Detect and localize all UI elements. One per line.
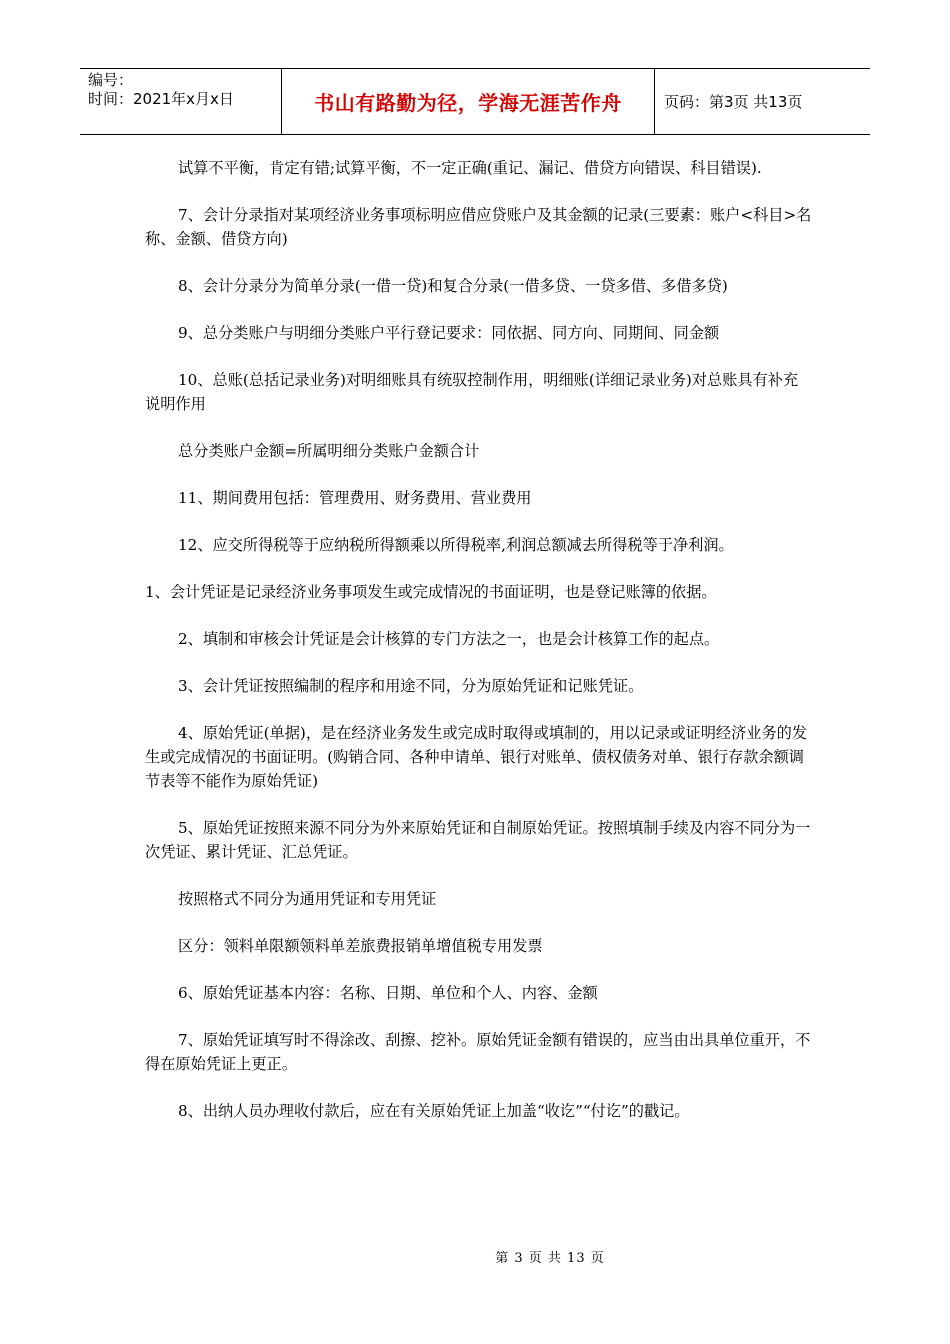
body-paragraph: 11、期间费用包括：管理费用、财务费用、营业费用 — [178, 489, 532, 507]
body-paragraph: 1、会计凭证是记录经济业务事项发生或完成情况的书面证明，也是登记账簿的依据。 — [145, 583, 717, 601]
document-body — [145, 156, 813, 1146]
document-time-label: 时间：2021年x月x日 — [88, 90, 234, 108]
body-paragraph: 8、出纳人员办理收付款后，应在有关原始凭证上加盖“收讫”“付讫”的戳记。 — [178, 1102, 690, 1120]
body-paragraph: 5、原始凭证按照来源不同分为外来原始凭证和自制原始凭证。按照填制手续及内容不同分为一次凭证、累计凭证、汇总凭证。 — [145, 819, 811, 861]
body-paragraph: 4、原始凭证(单据)，是在经济业务发生或完成时取得或填制的，用以记录或证明经济业务的发生或完成情况的书面证明。(购销合同、各种申请单、银行对账单、债权债务对单、银行存款余额调节表等不能作为原始凭证) — [145, 724, 808, 790]
body-paragraph: 区分：领料单限额领料单差旅费报销单增值税专用发票 — [178, 937, 543, 955]
body-paragraph: 9、总分类账户与明细分类账户平行登记要求：同依据、同方向、同期间、同金额 — [178, 324, 720, 342]
header-motto: 书山有路勤为径，学海无涯苦作舟 — [282, 69, 655, 134]
page-footer: 第 3 页 共 13 页 — [495, 1251, 605, 1266]
document-number-label: 编号： — [88, 71, 134, 89]
body-paragraph: 总分类账户金额=所属明细分类账户金额合计 — [178, 442, 480, 460]
body-paragraph: 6、原始凭证基本内容：名称、日期、单位和个人、内容、金额 — [178, 984, 598, 1002]
header-meta-cell — [80, 69, 282, 134]
body-paragraph: 7、原始凭证填写时不得涂改、刮擦、挖补。原始凭证金额有错误的，应当由出具单位重开，不得在原始凭证上更正。 — [145, 1031, 811, 1073]
body-paragraph: 12、应交所得税等于应纳税所得额乘以所得税率,利润总额减去所得税等于净利润。 — [178, 536, 734, 554]
body-paragraph: 3、会计凭证按照编制的程序和用途不同，分为原始凭证和记账凭证。 — [178, 677, 644, 695]
body-paragraph: 8、会计分录分为简单分录(一借一贷)和复合分录(一借多贷、一贷多借、多借多贷) — [178, 277, 728, 295]
body-paragraph: 按照格式不同分为通用凭证和专用凭证 — [178, 890, 437, 908]
body-paragraph: 2、填制和审核会计凭证是会计核算的专门方法之一，也是会计核算工作的起点。 — [178, 630, 720, 648]
body-paragraph: 7、会计分录指对某项经济业务事项标明应借应贷账户及其金额的记录(三要素：账户<科目>名称、金额、借贷方向) — [145, 206, 812, 248]
document-header — [80, 68, 870, 135]
header-page-info: 页码：第3页 共13页 — [664, 93, 803, 111]
body-paragraph: 试算不平衡，肯定有错;试算平衡，不一定正确(重记、漏记、借贷方向错误、科目错误). — [178, 159, 762, 177]
body-paragraph: 10、总账(总括记录业务)对明细账具有统驭控制作用，明细账(详细记录业务)对总账具有补充说明作用 — [145, 371, 799, 413]
